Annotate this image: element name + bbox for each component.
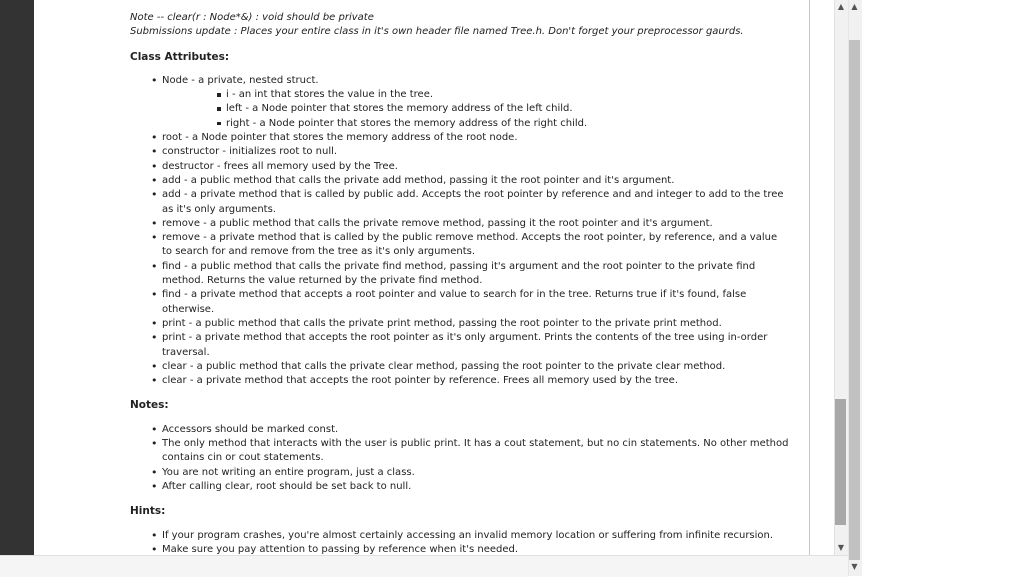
hints-list — [130, 529, 790, 556]
list-item: • clear - a public method that calls the private clear method, passing the root pointer to the private clear method. — [130, 360, 790, 374]
list-item: • After calling clear, root should be set back to null. — [130, 480, 790, 494]
list-item: • add - a public method that calls the private add method, passing it the root pointer and it's argument. — [130, 174, 790, 188]
sub-list-item: left - a Node pointer that stores the memory address of the left child. — [130, 102, 790, 116]
list-item: • remove - a private method that is called by the public remove method. Accepts the root pointer, by reference, and a value to search for and remove from the tree as it's only arguments. — [130, 231, 790, 260]
list-item: • Make sure you pay attention to passing by reference when it's needed. — [130, 543, 790, 555]
sub-list-item: right - a Node pointer that stores the memory address of the right child. — [130, 117, 790, 131]
notes-list — [130, 423, 790, 494]
note-clear-private: Note -- clear(r : Node*&) : void should be private — [130, 12, 374, 23]
list-item: • Accessors should be marked const. — [130, 423, 790, 437]
scroll-down-arrow-icon[interactable]: ▼ — [837, 543, 845, 552]
class-attributes-list — [130, 74, 790, 389]
list-item: • find - a public method that calls the private find method, passing it's argument and the root pointer to the private find method. Returns the value returned by the private find method. — [130, 260, 790, 289]
left-sidebar — [0, 0, 34, 555]
scroll-up-arrow-icon[interactable]: ▲ — [837, 2, 845, 11]
list-item: • add - a private method that is called by public add. Accepts the root pointer by reference and and integer to add to the tree as it's only arguments. — [130, 188, 790, 217]
list-item: • constructor - initializes root to null. — [130, 145, 790, 159]
list-item: • If your program crashes, you're almost certainly accessing an invalid memory location or suffering from infinite recursion. — [130, 529, 790, 543]
hints-heading: Hints: — [130, 505, 166, 518]
page-scroll-up-arrow-icon[interactable]: ▲ — [851, 2, 858, 11]
document-frame — [34, 0, 810, 555]
list-item: • destructor - frees all memory used by the Tree. — [130, 160, 790, 174]
list-item: • print - a private method that accepts the root pointer as it's only argument. Prints the contents of the tree using in-order traversal. — [130, 331, 790, 360]
document-scrollbar-thumb[interactable] — [835, 399, 846, 525]
list-item: • Node - a private, nested struct. — [130, 74, 790, 88]
list-item: • remove - a public method that calls the private remove method, passing it the root pointer and it's argument. — [130, 217, 790, 231]
list-item: • root - a Node pointer that stores the memory address of the root node. — [130, 131, 790, 145]
page-scroll-down-arrow-icon[interactable]: ▼ — [851, 562, 858, 571]
list-item: • print - a public method that calls the private print method, passing the root pointer to the private print method. — [130, 317, 790, 331]
document-content — [130, 11, 790, 555]
bottom-strip — [0, 555, 848, 577]
sub-list-item: i - an int that stores the value in the tree. — [130, 88, 790, 102]
list-item: • The only method that interacts with the user is public print. It has a cout statement, but no cin statements. No other method contains cin or cout statements. — [130, 437, 790, 466]
list-item: • find - a private method that accepts a root pointer and value to search for in the tree. Returns true if it's found, false otherwise. — [130, 288, 790, 317]
submissions-update-note: Submissions update : Places your entire class in it's own header file named Tree.h. Don't forget your preprocessor gaurds. — [130, 26, 744, 38]
page-scrollbar-thumb[interactable] — [849, 40, 860, 560]
class-attributes-heading: Class Attributes: — [130, 50, 230, 63]
notes-heading: Notes: — [130, 399, 169, 412]
list-item: • clear - a private method that accepts the root pointer by reference. Frees all memory used by the tree. — [130, 374, 790, 388]
list-item: • You are not writing an entire program, just a class. — [130, 466, 790, 480]
